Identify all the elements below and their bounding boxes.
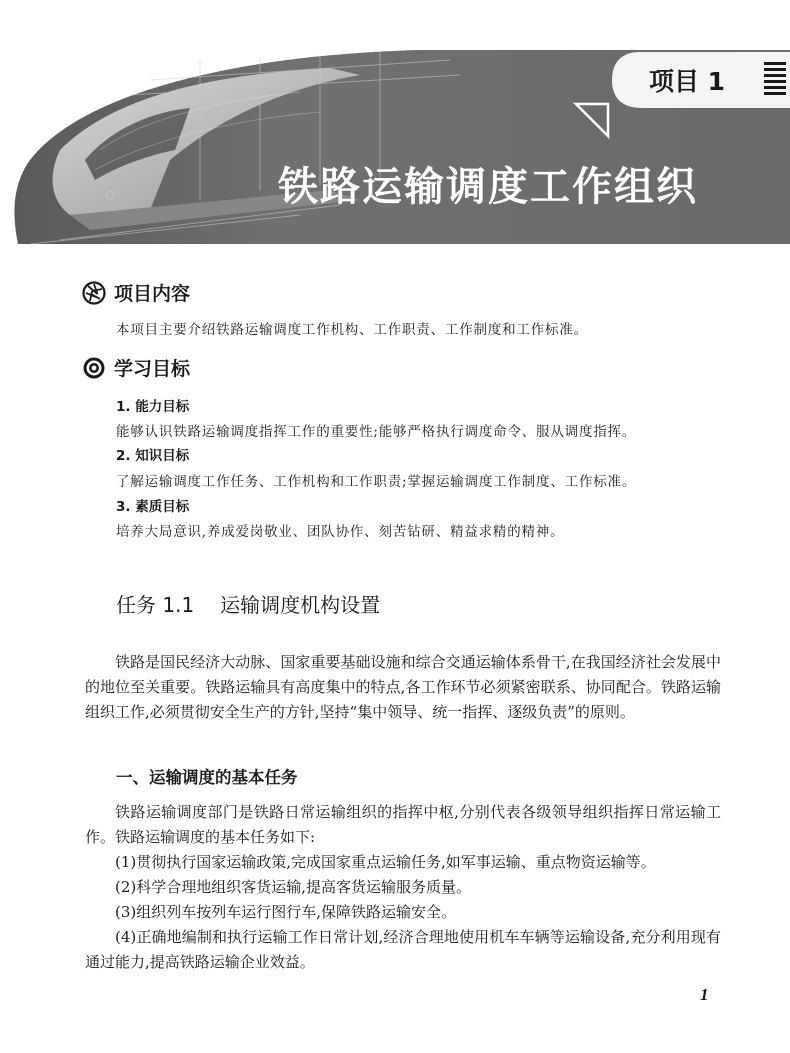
task-title [116,589,380,618]
task-name: 运输调度机构设置 [220,593,381,617]
intro-paragraph: 铁路是国民经济大动脉、国家重要基础设施和综合交通运输体系骨干,在我国经济社会发展中的地位至关重要。铁路运输具有高度集中的特点,各工作环节必须紧密联系、协同配合。铁路运输组织工作,必须贯彻安全生产的方针,坚持“集中领导、统一指挥、逐级负责”的原则。 [85,653,721,721]
section-heading-text: 学习目标 [114,358,191,380]
list-item: (3)组织列车按列车运行图行车,保障铁路运输安全。 [115,903,457,921]
target-icon [82,356,106,380]
aperture-icon [82,281,106,305]
goal-text: 培养大局意识,养成爱岗敬业、团队协作、刻苦钻研、精益求精的精神。 [116,524,565,540]
chapter-banner [0,0,790,250]
goal-text: 能够认识铁路运输调度指挥工作的重要性;能够严格执行调度命令、服从调度指挥。 [116,424,637,440]
project-content-heading [82,279,190,306]
goal-title: 2. 知识目标 [116,448,190,464]
stripes-decoration [764,62,786,98]
project-label: 项目 1 [648,67,726,96]
section-heading: 一、运输调度的基本任务 [116,768,298,787]
section1-paragraph: 铁路运输调度部门是铁路日常运输组织的指挥中枢,分别代表各级领导组织指挥日常运输工作。铁路运输调度的基本任务如下: [85,803,721,846]
task-number: 任务 1.1 [116,593,195,617]
intro-block [85,650,721,725]
goal-title: 3. 素质目标 [116,499,190,515]
page-number: 1 [700,985,709,1004]
list-item: (1)贯彻执行国家运输政策,完成国家重点运输任务,如军事运输、重点物资运输等。 [115,853,656,871]
section1-block [85,800,721,975]
goal-title: 1. 能力目标 [116,399,190,415]
project-content-text: 本项目主要介绍铁路运输调度工作机构、工作职责、工作制度和工作标准。 [116,322,588,338]
list-item: (2)科学合理地组织客货运输,提高客货运输服务质量。 [115,878,472,896]
list-item: (4)正确地编制和执行运输工作日常计划,经济合理地使用机车车辆等运输设备,充分利用现有通过能力,提高铁路运输企业效益。 [85,928,721,971]
learning-goals-heading [82,354,190,381]
section-heading-text: 项目内容 [114,283,191,305]
chapter-title: 铁路运输调度工作组织 [278,164,698,210]
goal-text: 了解运输调度工作任务、工作机构和工作职责;掌握运输调度工作制度、工作标准。 [116,474,637,490]
